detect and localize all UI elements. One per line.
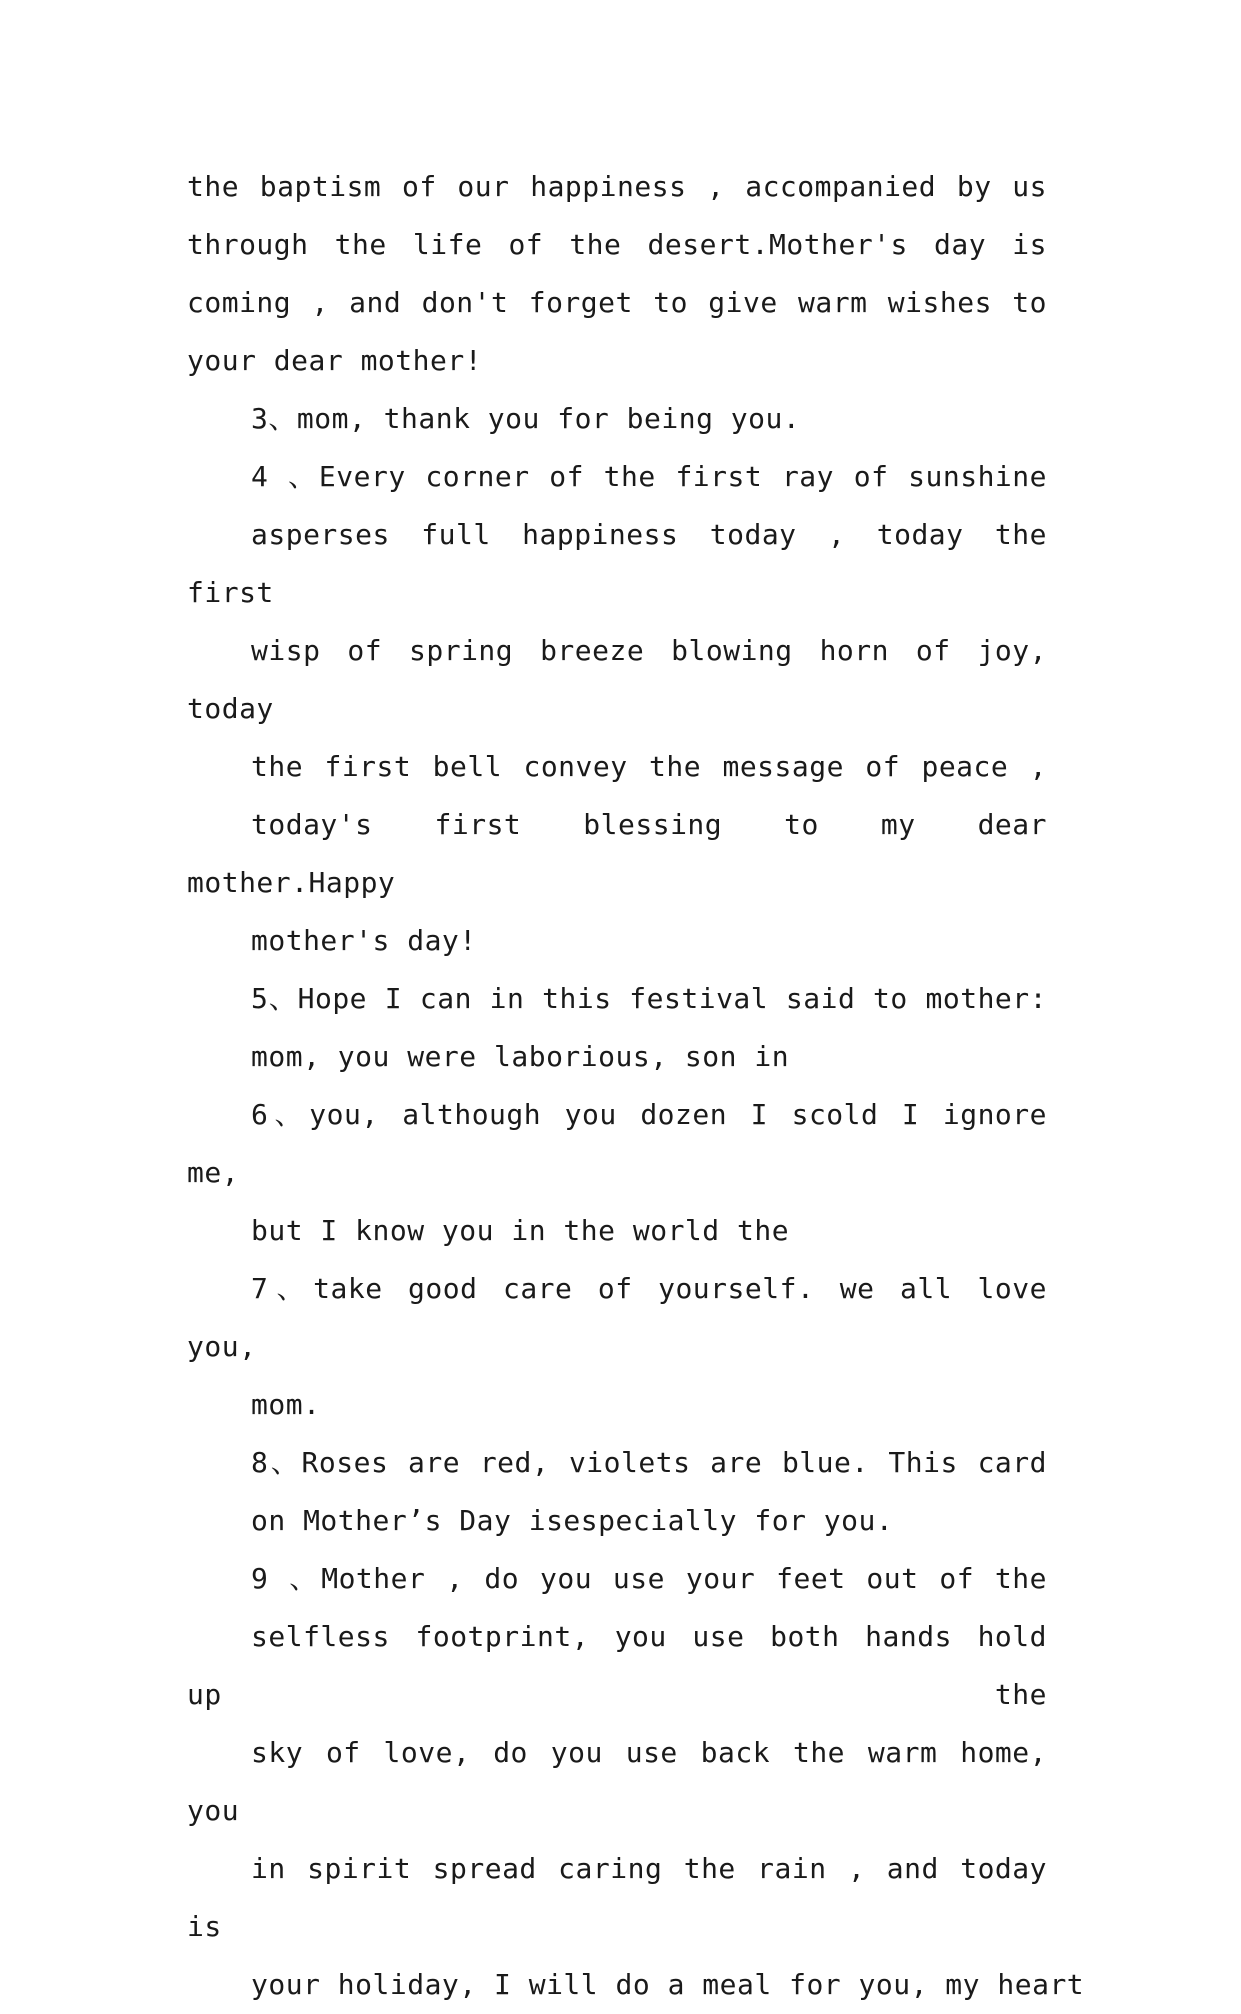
text-line: your dear mother!: [187, 344, 483, 377]
text-line: your holiday, I will do a meal for you, my heart: [251, 1968, 1085, 2001]
paragraph: [187, 1260, 1047, 1434]
paragraph: [187, 1550, 1085, 2014]
text-line: the baptism of our happiness , accompanied by us: [187, 170, 1047, 203]
text-line: mom.: [251, 1388, 321, 1421]
text-line: mother's day!: [251, 924, 477, 957]
text-line: selfless footprint, you use both hands hold up the: [187, 1620, 1047, 1711]
paragraph: [187, 158, 1047, 390]
text-line: the first bell convey the message of peace ,: [251, 750, 1047, 783]
text-line: 5、Hope I can in this festival said to mother:: [251, 982, 1047, 1015]
paragraph: [187, 390, 1047, 448]
text-line: 9 、Mother , do you use your feet out of the: [251, 1562, 1047, 1595]
text-line: 6、you, although you dozen I scold I ignore me,: [187, 1098, 1047, 1189]
text-line: on Mother’s Day isespecially for you.: [251, 1504, 894, 1537]
paragraph: [187, 1086, 1047, 1260]
text-line: through the life of the desert.Mother's day is: [187, 228, 1047, 261]
text-line: today's first blessing to my dear mother.Happy: [187, 808, 1047, 899]
paragraph: [187, 448, 1047, 970]
text-line: sky of love, do you use back the warm home, you: [187, 1736, 1047, 1827]
paragraph: [187, 970, 1047, 1086]
text-line: 4 、Every corner of the first ray of sunshine: [251, 460, 1047, 493]
text-line: but I know you in the world the: [251, 1214, 790, 1247]
text-line: 8、Roses are red, violets are blue. This card: [251, 1446, 1047, 1479]
text-line: coming , and don't forget to give warm wishes to: [187, 286, 1047, 319]
paragraph: [187, 1434, 1047, 1550]
document-body: [187, 158, 1085, 2014]
text-line: in spirit spread caring the rain , and today is: [187, 1852, 1047, 1943]
text-line: 7、take good care of yourself. we all love you,: [187, 1272, 1047, 1363]
text-line: asperses full happiness today , today the first: [187, 518, 1047, 609]
text-line: 3、mom, thank you for being you.: [251, 402, 801, 435]
text-line: mom, you were laborious, son in: [251, 1040, 790, 1073]
text-line: wisp of spring breeze blowing horn of joy, today: [187, 634, 1047, 725]
